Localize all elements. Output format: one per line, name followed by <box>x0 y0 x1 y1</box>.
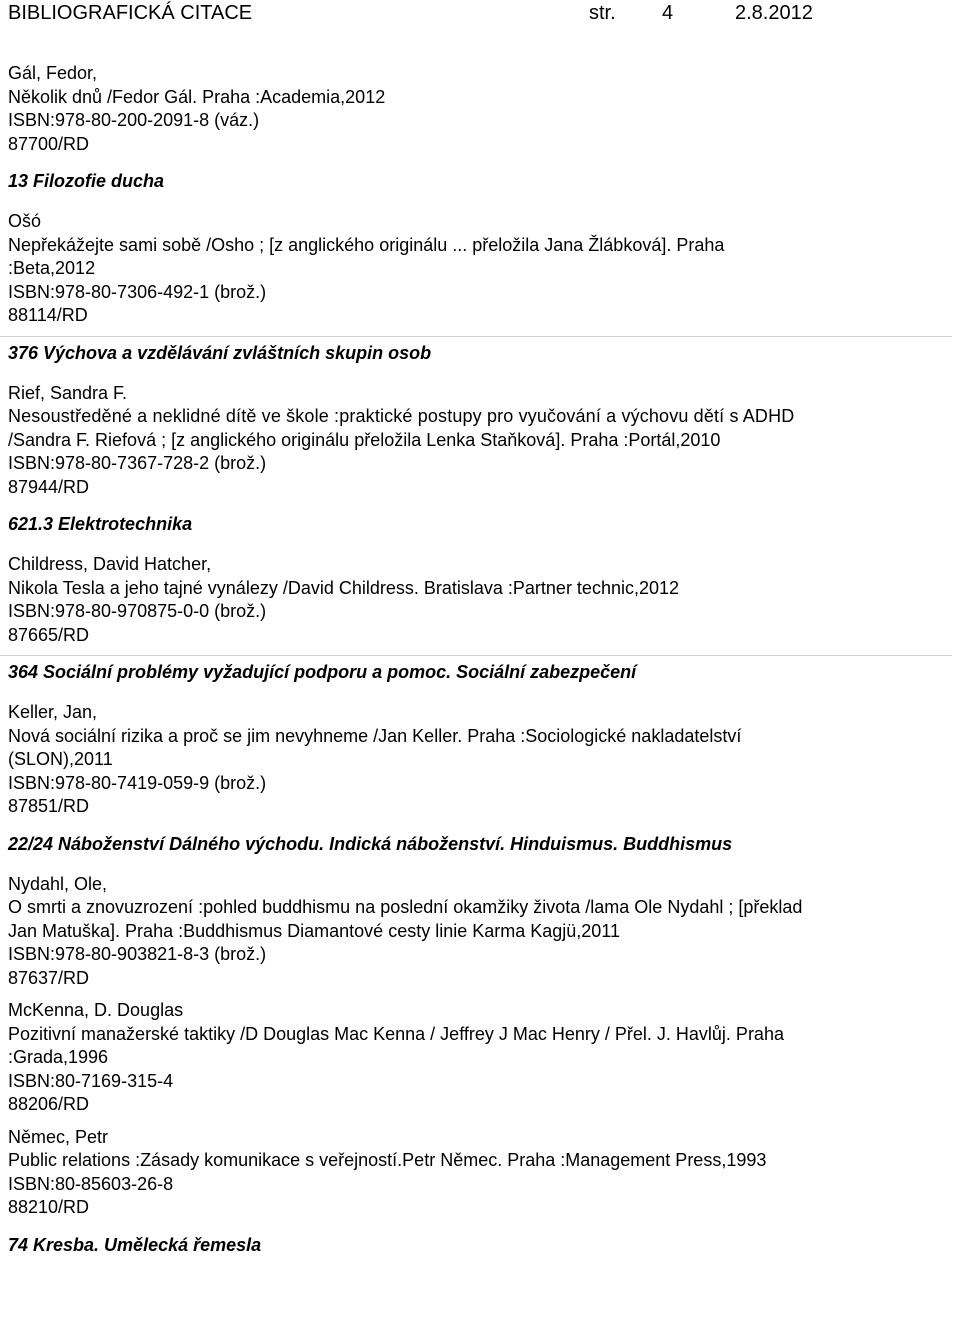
bib-entry <box>8 701 954 819</box>
entry-title-continued: Jan Matuška]. Praha :Buddhismus Diamantové cesty linie Karma Kagjü,2011 <box>8 920 620 941</box>
entry-author: Keller, Jan, <box>8 702 98 722</box>
entry-title-continued: /Sandra F. Riefová ; [z anglického originálu přeložila Lenka Staňková]. Praha :Portál,2010 <box>8 429 721 450</box>
header-page-number: 4 <box>662 2 674 24</box>
entry-isbn: ISBN:80-85603-26-8 <box>8 1173 174 1194</box>
section-heading: 621.3 Elektrotechnika <box>8 514 193 534</box>
page-header <box>8 0 954 40</box>
entry-isbn: ISBN:978-80-7419-059-9 (brož.) <box>8 772 267 793</box>
entry-call-number: 87944/RD <box>8 476 90 497</box>
entry-author: Gál, Fedor, <box>8 63 98 83</box>
bib-entry <box>8 999 954 1117</box>
entry-call-number: 88114/RD <box>8 305 88 325</box>
bib-entry <box>8 553 954 647</box>
entry-author: Nydahl, Ole, <box>8 873 108 894</box>
entry-title: Několik dnů /Fedor Gál. Praha :Academia,2012 <box>8 86 386 107</box>
section-heading: 364 Sociální problémy vyžadující podporu a pomoc. Sociální zabezpečení <box>8 662 637 682</box>
entry-author: Childress, David Hatcher, <box>8 554 212 574</box>
bib-entry <box>8 382 954 500</box>
entry-title: Nikola Tesla a jeho tajné vynálezy /David Childress. Bratislava :Partner technic,2012 <box>8 577 680 598</box>
bib-entry <box>8 873 954 991</box>
bib-entry <box>8 210 954 328</box>
entry-title: Pozitivní manažerské taktiky /D Douglas Mac Kenna / Jeffrey J Mac Henry / Přel. J. Havlůj. Praha <box>8 1023 784 1044</box>
header-title: BIBLIOGRAFICKÁ CITACE <box>8 2 253 24</box>
entry-title: Nepřekážejte sami sobě /Osho ; [z anglického originálu ... přeložila Jana Žlábková]. Praha <box>8 234 725 255</box>
entry-title-continued: :Grada,1996 <box>8 1047 109 1067</box>
bib-entry <box>8 1126 954 1220</box>
header-page-label: str. <box>589 2 616 24</box>
entry-title: Nová sociální rizika a proč se jim nevyhneme /Jan Keller. Praha :Sociologické nakladatelství <box>8 725 742 746</box>
entry-call-number: 87665/RD <box>8 624 90 645</box>
entry-title: O smrti a znovuzrození :pohled buddhismu na poslední okamžiky života /lama Ole Nydahl ; [překlad <box>8 897 803 917</box>
entry-title: Nesoustředěné a neklidné dítě ve škole :praktické postupy pro vyučování a výchovu dětí s ADHD <box>8 406 795 426</box>
entry-isbn: ISBN:978-80-903821-8-3 (brož.) <box>8 944 267 964</box>
entry-isbn: ISBN:978-80-200-2091-8 (váz.) <box>8 110 260 130</box>
section-heading: 13 Filozofie ducha <box>8 171 165 191</box>
section-heading: 22/24 Náboženství Dálného východu. Indická náboženství. Hinduismus. Buddhismus <box>8 833 733 854</box>
entry-call-number: 87700/RD <box>8 133 90 154</box>
bib-entry <box>8 62 954 156</box>
entry-call-number: 87637/RD <box>8 967 90 988</box>
entry-call-number: 88210/RD <box>8 1197 90 1217</box>
entry-isbn: ISBN:978-80-7367-728-2 (brož.) <box>8 453 267 473</box>
entry-isbn: ISBN:80-7169-315-4 <box>8 1070 174 1091</box>
entry-author: Ošó <box>8 211 42 231</box>
entry-title: Public relations :Zásady komunikace s veřejností.Petr Němec. Praha :Management Press,1993 <box>8 1150 767 1170</box>
entry-author: Němec, Petr <box>8 1126 109 1147</box>
entry-author: McKenna, D. Douglas <box>8 1000 184 1020</box>
section-heading: 376 Výchova a vzdělávání zvláštních skupin osob <box>8 342 432 363</box>
entry-author: Rief, Sandra F. <box>8 382 128 403</box>
entry-title-continued: :Beta,2012 <box>8 258 96 278</box>
document-page <box>8 0 954 1257</box>
entry-isbn: ISBN:978-80-970875-0-0 (brož.) <box>8 601 267 621</box>
entry-call-number: 88206/RD <box>8 1094 90 1114</box>
entry-isbn: ISBN:978-80-7306-492-1 (brož.) <box>8 281 267 302</box>
entry-title-continued: (SLON),2011 <box>8 749 113 769</box>
entry-call-number: 87851/RD <box>8 796 90 816</box>
section-heading: 74 Kresba. Umělecká řemesla <box>8 1234 262 1255</box>
header-date: 2.8.2012 <box>735 2 813 24</box>
